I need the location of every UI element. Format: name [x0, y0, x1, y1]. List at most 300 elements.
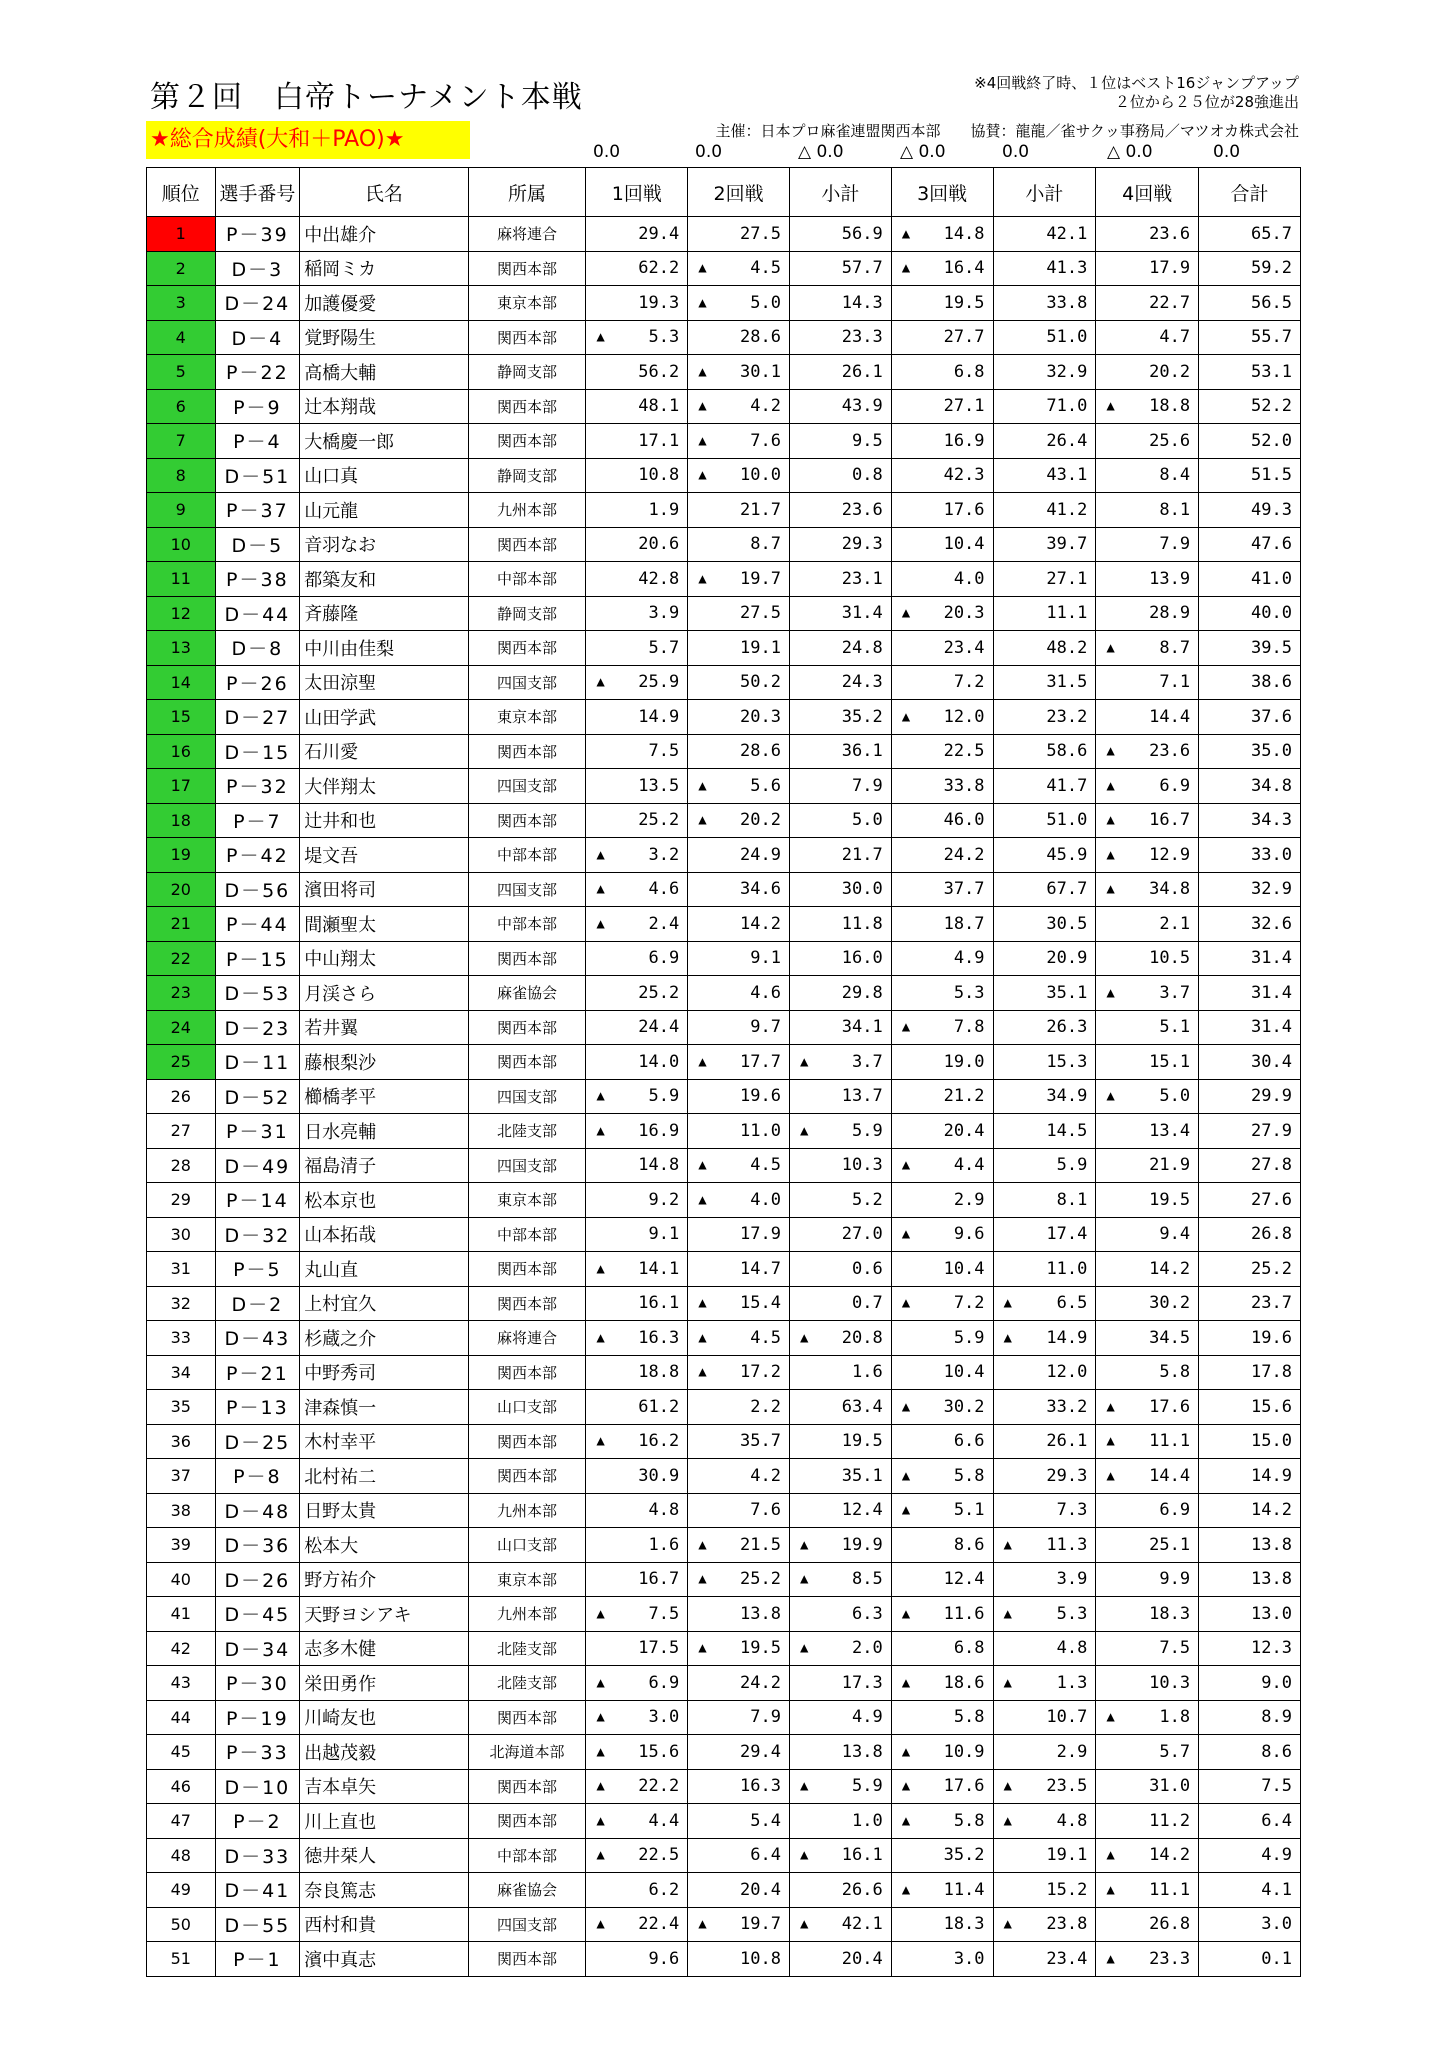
- total-cell: 35.0: [1199, 734, 1301, 769]
- table-row: [147, 596, 1301, 631]
- col-subtotal2: 小計: [993, 168, 1096, 217]
- round1-cell: 10.8: [586, 458, 688, 493]
- col-round1: 1回戦: [586, 168, 688, 217]
- negative-mark: ▲: [596, 881, 605, 898]
- affiliation-cell: 四国支部: [468, 1079, 586, 1114]
- subtotal1-cell: 16.0: [789, 941, 891, 976]
- subtotal2-cell: 26.4: [993, 424, 1096, 459]
- subtotal1-cell: 43.9: [789, 389, 891, 424]
- negative-mark: ▲: [799, 1640, 809, 1657]
- round2-cell: [688, 1321, 790, 1356]
- zero-value: △ 0.0: [798, 142, 844, 162]
- negative-mark: ▲: [698, 294, 707, 311]
- round3-cell: 27.1: [891, 389, 993, 424]
- cell-value: 11.4: [943, 1879, 985, 1900]
- cell-value: 4.6: [648, 879, 680, 900]
- round1-cell: 6.2: [586, 1873, 688, 1908]
- cell-value: 5.9: [648, 1086, 680, 1107]
- round2-cell: 20.4: [688, 1873, 790, 1908]
- affiliation-cell: 麻雀協会: [468, 976, 586, 1011]
- round1-cell: 3.9: [586, 596, 688, 631]
- affiliation-cell: 静岡支部: [468, 458, 586, 493]
- negative-mark: ▲: [901, 1778, 911, 1795]
- rank-cell: 1: [147, 217, 216, 252]
- player-name-cell: 山元龍: [300, 493, 468, 528]
- negative-mark: ▲: [901, 1812, 911, 1829]
- affiliation-cell: 関西本部: [468, 527, 586, 562]
- total-cell: 6.4: [1199, 1804, 1301, 1839]
- negative-mark: ▲: [799, 1053, 809, 1070]
- subtotal1-cell: 20.4: [789, 1942, 891, 1977]
- cell-value: 22.5: [638, 1845, 680, 1866]
- round1-cell: 13.5: [586, 769, 688, 804]
- rank-cell: 26: [147, 1079, 216, 1114]
- round4-cell: 28.9: [1096, 596, 1199, 631]
- player-name-cell: 濱中真志: [300, 1942, 468, 1977]
- cell-value: 30.2: [943, 1396, 985, 1417]
- rank-cell: 12: [147, 596, 216, 631]
- round1-cell: 16.1: [586, 1286, 688, 1321]
- player-id-cell: D－4: [215, 320, 300, 355]
- cell-value: 4.0: [750, 1189, 781, 1210]
- player-id-cell: D－3: [215, 251, 300, 286]
- negative-mark: ▲: [1106, 1709, 1115, 1726]
- subtotal2-cell: 67.7: [993, 872, 1096, 907]
- negative-mark: ▲: [1106, 1847, 1115, 1864]
- player-id-cell: P－42: [215, 838, 300, 873]
- affiliation-cell: 九州本部: [468, 1597, 586, 1632]
- round1-cell: 14.9: [586, 700, 688, 735]
- negative-mark: ▲: [1003, 1812, 1012, 1829]
- subtotal1-cell: [789, 1114, 891, 1149]
- round4-cell: 9.9: [1096, 1562, 1199, 1597]
- player-name-cell: 加護優愛: [300, 286, 468, 321]
- player-id-cell: P－2: [215, 1804, 300, 1839]
- cell-value: 4.5: [750, 1327, 781, 1348]
- col-round2: 2回戦: [688, 168, 790, 217]
- cell-value: 1.8: [1159, 1707, 1191, 1728]
- total-cell: 15.6: [1199, 1390, 1301, 1425]
- round4-cell: 9.4: [1096, 1217, 1199, 1252]
- cell-value: 7.6: [750, 430, 781, 451]
- round2-cell: [688, 251, 790, 286]
- round1-cell: 9.6: [586, 1942, 688, 1977]
- table-row: [147, 734, 1301, 769]
- round4-cell: 30.2: [1096, 1286, 1199, 1321]
- subtotal1-cell: 30.0: [789, 872, 891, 907]
- subtotal1-cell: 36.1: [789, 734, 891, 769]
- round1-cell: 24.4: [586, 1010, 688, 1045]
- subtotal2-cell: 7.3: [993, 1493, 1096, 1528]
- round1-cell: [586, 1666, 688, 1701]
- cell-value: 4.4: [953, 1155, 985, 1176]
- affiliation-cell: 関西本部: [468, 1769, 586, 1804]
- subtotal1-cell: [789, 1838, 891, 1873]
- affiliation-cell: 四国支部: [468, 1148, 586, 1183]
- round1-cell: [586, 665, 688, 700]
- round4-cell: 13.4: [1096, 1114, 1199, 1149]
- cell-value: 7.2: [953, 1293, 985, 1314]
- total-cell: 32.6: [1199, 907, 1301, 942]
- round2-cell: [688, 355, 790, 390]
- col-name: 氏名: [300, 168, 468, 217]
- round1-cell: [586, 1079, 688, 1114]
- subtotal1-cell: 23.1: [789, 562, 891, 597]
- table-row: [147, 320, 1301, 355]
- round2-cell: [688, 286, 790, 321]
- subtotal1-cell: [789, 1907, 891, 1942]
- subtotal2-cell: 11.1: [993, 596, 1096, 631]
- cell-value: 17.6: [943, 1776, 985, 1797]
- round4-cell: 34.5: [1096, 1321, 1199, 1356]
- table-row: [147, 1252, 1301, 1287]
- round4-cell: [1096, 631, 1199, 666]
- cell-value: 22.2: [638, 1776, 680, 1797]
- affiliation-cell: 東京本部: [468, 1183, 586, 1218]
- negative-mark: ▲: [1106, 1467, 1115, 1484]
- total-cell: 47.6: [1199, 527, 1301, 562]
- player-id-cell: D－53: [215, 976, 300, 1011]
- total-cell: 4.1: [1199, 1873, 1301, 1908]
- player-id-cell: D－26: [215, 1562, 300, 1597]
- table-row: [147, 907, 1301, 942]
- table-row: [147, 1562, 1301, 1597]
- negative-mark: ▲: [698, 398, 707, 415]
- player-name-cell: 川上直也: [300, 1804, 468, 1839]
- round1-cell: [586, 1838, 688, 1873]
- subtotal1-cell: [789, 1562, 891, 1597]
- cell-value: 20.8: [841, 1327, 883, 1348]
- round3-cell: 5.3: [891, 976, 993, 1011]
- cell-value: 5.1: [953, 1500, 985, 1521]
- subtotal2-cell: 41.3: [993, 251, 1096, 286]
- table-row: [147, 976, 1301, 1011]
- round3-cell: [891, 1459, 993, 1494]
- subtotal1-cell: 19.5: [789, 1424, 891, 1459]
- table-row: [147, 493, 1301, 528]
- round1-cell: [586, 872, 688, 907]
- player-id-cell: D－36: [215, 1528, 300, 1563]
- table-row: [147, 941, 1301, 976]
- round2-cell: [688, 1528, 790, 1563]
- player-name-cell: 大橋慶一郎: [300, 424, 468, 459]
- player-id-cell: P－39: [215, 217, 300, 252]
- subtotal2-cell: 26.3: [993, 1010, 1096, 1045]
- negative-mark: ▲: [1003, 1536, 1012, 1553]
- cell-value: 5.9: [852, 1776, 883, 1797]
- affiliation-cell: 東京本部: [468, 1562, 586, 1597]
- negative-mark: ▲: [1106, 1398, 1115, 1415]
- negative-mark: ▲: [596, 915, 605, 932]
- round3-cell: [891, 1804, 993, 1839]
- player-id-cell: D－56: [215, 872, 300, 907]
- cell-value: 2.0: [852, 1638, 883, 1659]
- subtotal1-cell: [789, 1631, 891, 1666]
- negative-mark: ▲: [596, 1088, 605, 1105]
- player-id-cell: D－24: [215, 286, 300, 321]
- round2-cell: [688, 1562, 790, 1597]
- table-row: [147, 1045, 1301, 1080]
- player-name-cell: 若井翼: [300, 1010, 468, 1045]
- table-row: [147, 631, 1301, 666]
- subtotal1-cell: 13.8: [789, 1735, 891, 1770]
- affiliation-cell: 関西本部: [468, 941, 586, 976]
- cell-value: 3.7: [852, 1051, 883, 1072]
- round2-cell: 50.2: [688, 665, 790, 700]
- player-name-cell: 出越茂毅: [300, 1735, 468, 1770]
- negative-mark: ▲: [698, 1640, 707, 1657]
- round1-cell: [586, 1700, 688, 1735]
- subtotal1-cell: 12.4: [789, 1493, 891, 1528]
- round1-cell: 9.2: [586, 1183, 688, 1218]
- affiliation-cell: 静岡支部: [468, 355, 586, 390]
- round4-cell: 7.9: [1096, 527, 1199, 562]
- round3-cell: [891, 596, 993, 631]
- round4-cell: 5.1: [1096, 1010, 1199, 1045]
- round2-cell: 17.9: [688, 1217, 790, 1252]
- cell-value: 23.6: [1149, 741, 1191, 762]
- negative-mark: ▲: [799, 1778, 809, 1795]
- player-name-cell: 稲岡ミカ: [300, 251, 468, 286]
- player-name-cell: 中野秀司: [300, 1355, 468, 1390]
- total-cell: 15.0: [1199, 1424, 1301, 1459]
- subtotal2-cell: 48.2: [993, 631, 1096, 666]
- player-name-cell: 丸山直: [300, 1252, 468, 1287]
- round2-cell: 6.4: [688, 1838, 790, 1873]
- round3-cell: 22.5: [891, 734, 993, 769]
- subtotal2-cell: 2.9: [993, 1735, 1096, 1770]
- rank-cell: 48: [147, 1838, 216, 1873]
- total-cell: 31.4: [1199, 941, 1301, 976]
- subtotal2-cell: 29.3: [993, 1459, 1096, 1494]
- affiliation-cell: 麻将連合: [468, 217, 586, 252]
- player-name-cell: 辻本翔哉: [300, 389, 468, 424]
- rank-cell: 8: [147, 458, 216, 493]
- round4-cell: [1096, 1424, 1199, 1459]
- total-cell: 56.5: [1199, 286, 1301, 321]
- player-id-cell: D－8: [215, 631, 300, 666]
- player-id-cell: P－15: [215, 941, 300, 976]
- cell-value: 19.7: [740, 568, 781, 589]
- subtotal1-cell: 11.8: [789, 907, 891, 942]
- negative-mark: ▲: [901, 1295, 911, 1312]
- round3-cell: 20.4: [891, 1114, 993, 1149]
- subtotal1-cell: 17.3: [789, 1666, 891, 1701]
- subtotal2-cell: [993, 1907, 1096, 1942]
- subtotal1-cell: 14.3: [789, 286, 891, 321]
- round4-cell: [1096, 872, 1199, 907]
- rank-cell: 9: [147, 493, 216, 528]
- cell-value: 16.9: [638, 1120, 680, 1141]
- total-cell: 40.0: [1199, 596, 1301, 631]
- round3-cell: 6.6: [891, 1424, 993, 1459]
- round4-cell: 6.9: [1096, 1493, 1199, 1528]
- table-row: [147, 1838, 1301, 1873]
- cell-value: 5.8: [953, 1810, 985, 1831]
- rank-cell: 43: [147, 1666, 216, 1701]
- player-id-cell: P－31: [215, 1114, 300, 1149]
- negative-mark: ▲: [901, 708, 911, 725]
- subtotal2-cell: [993, 1528, 1096, 1563]
- total-cell: 65.7: [1199, 217, 1301, 252]
- round2-cell: 16.3: [688, 1769, 790, 1804]
- round3-cell: [891, 1597, 993, 1632]
- subtotal1-cell: 5.2: [789, 1183, 891, 1218]
- cell-value: 3.0: [648, 1707, 680, 1728]
- subtotal2-cell: 31.5: [993, 665, 1096, 700]
- cell-value: 2.4: [648, 913, 680, 934]
- subtotal1-cell: 27.0: [789, 1217, 891, 1252]
- total-cell: 26.8: [1199, 1217, 1301, 1252]
- negative-mark: ▲: [596, 329, 605, 346]
- total-cell: 29.9: [1199, 1079, 1301, 1114]
- round4-cell: [1096, 734, 1199, 769]
- zero-value: 0.0: [1002, 142, 1030, 162]
- round2-cell: 9.7: [688, 1010, 790, 1045]
- round4-cell: [1096, 389, 1199, 424]
- subtotal2-cell: 26.1: [993, 1424, 1096, 1459]
- cell-value: 3.7: [1159, 982, 1191, 1003]
- zero-value: 0.0: [1213, 142, 1241, 162]
- subtotal2-cell: 10.7: [993, 1700, 1096, 1735]
- player-name-cell: 日野太貴: [300, 1493, 468, 1528]
- round1-cell: 14.0: [586, 1045, 688, 1080]
- subtotal2-cell: 33.2: [993, 1390, 1096, 1425]
- player-name-cell: 音羽なお: [300, 527, 468, 562]
- total-cell: 31.4: [1199, 1010, 1301, 1045]
- player-id-cell: P－8: [215, 1459, 300, 1494]
- table-row: [147, 458, 1301, 493]
- round3-cell: 16.9: [891, 424, 993, 459]
- rank-cell: 41: [147, 1597, 216, 1632]
- round4-cell: [1096, 1838, 1199, 1873]
- round4-cell: 13.9: [1096, 562, 1199, 597]
- total-cell: 4.9: [1199, 1838, 1301, 1873]
- negative-mark: ▲: [596, 1778, 605, 1795]
- player-name-cell: 栄田勇作: [300, 1666, 468, 1701]
- round3-cell: [891, 1217, 993, 1252]
- round4-cell: 25.6: [1096, 424, 1199, 459]
- player-name-cell: 山口真: [300, 458, 468, 493]
- rank-cell: 35: [147, 1390, 216, 1425]
- cell-value: 3.2: [648, 844, 680, 865]
- affiliation-cell: 四国支部: [468, 1907, 586, 1942]
- total-cell: 0.1: [1199, 1942, 1301, 1977]
- total-cell: 31.4: [1199, 976, 1301, 1011]
- affiliation-cell: 関西本部: [468, 1424, 586, 1459]
- subtotal1-cell: 24.8: [789, 631, 891, 666]
- round3-cell: [891, 251, 993, 286]
- cell-value: 6.9: [1159, 775, 1191, 796]
- subtotal2-cell: 23.2: [993, 700, 1096, 735]
- table-row: [147, 355, 1301, 390]
- affiliation-cell: 関西本部: [468, 1804, 586, 1839]
- round2-cell: 10.8: [688, 1942, 790, 1977]
- player-id-cell: D－45: [215, 1597, 300, 1632]
- subtotal2-cell: [993, 1666, 1096, 1701]
- affiliation-cell: 関西本部: [468, 1010, 586, 1045]
- col-round4: 4回戦: [1096, 168, 1199, 217]
- rank-cell: 27: [147, 1114, 216, 1149]
- subtotal1-cell: 26.1: [789, 355, 891, 390]
- table-row: [147, 1597, 1301, 1632]
- round3-cell: 2.9: [891, 1183, 993, 1218]
- negative-mark: ▲: [1106, 881, 1115, 898]
- negative-mark: ▲: [698, 1916, 707, 1933]
- rank-cell: 31: [147, 1252, 216, 1287]
- subtotal2-cell: 15.3: [993, 1045, 1096, 1080]
- round2-cell: 2.2: [688, 1390, 790, 1425]
- round2-cell: [688, 562, 790, 597]
- rank-cell: 30: [147, 1217, 216, 1252]
- affiliation-cell: 関西本部: [468, 803, 586, 838]
- negative-mark: ▲: [596, 1674, 605, 1691]
- affiliation-cell: 東京本部: [468, 700, 586, 735]
- total-cell: 17.8: [1199, 1355, 1301, 1390]
- round1-cell: 4.8: [586, 1493, 688, 1528]
- round1-cell: [586, 907, 688, 942]
- round4-cell: 14.4: [1096, 700, 1199, 735]
- table-row: [147, 803, 1301, 838]
- negative-mark: ▲: [799, 1329, 809, 1346]
- round3-cell: [891, 1493, 993, 1528]
- table-row: [147, 1666, 1301, 1701]
- subtotal2-cell: [993, 1597, 1096, 1632]
- player-id-cell: P－19: [215, 1700, 300, 1735]
- player-id-cell: P－13: [215, 1390, 300, 1425]
- cell-value: 17.2: [740, 1362, 781, 1383]
- round3-cell: 10.4: [891, 1355, 993, 1390]
- player-name-cell: 吉本卓矢: [300, 1769, 468, 1804]
- player-name-cell: 中山翔太: [300, 941, 468, 976]
- rank-cell: 14: [147, 665, 216, 700]
- round1-cell: 14.8: [586, 1148, 688, 1183]
- table-row: [147, 1217, 1301, 1252]
- cell-value: 9.6: [953, 1224, 985, 1245]
- total-cell: 13.8: [1199, 1528, 1301, 1563]
- negative-mark: ▲: [901, 1019, 911, 1036]
- round3-cell: 5.8: [891, 1700, 993, 1735]
- subtotal2-cell: 35.1: [993, 976, 1096, 1011]
- player-name-cell: 松本大: [300, 1528, 468, 1563]
- round4-cell: 5.7: [1096, 1735, 1199, 1770]
- round2-cell: 7.6: [688, 1493, 790, 1528]
- page-title: 第２回 白帝トーナメント本戦: [150, 80, 583, 115]
- table-row: [147, 286, 1301, 321]
- subtotal1-cell: 57.7: [789, 251, 891, 286]
- round2-cell: 19.6: [688, 1079, 790, 1114]
- cell-value: 1.3: [1056, 1672, 1088, 1693]
- affiliation-cell: 北陸支部: [468, 1631, 586, 1666]
- round1-cell: 17.5: [586, 1631, 688, 1666]
- header-row: [147, 168, 1301, 217]
- player-id-cell: P－33: [215, 1735, 300, 1770]
- round2-cell: 28.6: [688, 734, 790, 769]
- cell-value: 22.4: [638, 1914, 680, 1935]
- table-row: [147, 389, 1301, 424]
- round2-cell: [688, 803, 790, 838]
- round2-cell: 24.9: [688, 838, 790, 873]
- subtotal1-cell: 34.1: [789, 1010, 891, 1045]
- subtotal1-cell: 6.3: [789, 1597, 891, 1632]
- affiliation-cell: 山口支部: [468, 1528, 586, 1563]
- player-id-cell: D－23: [215, 1010, 300, 1045]
- round3-cell: [891, 1666, 993, 1701]
- negative-mark: ▲: [1106, 777, 1115, 794]
- total-cell: 27.9: [1199, 1114, 1301, 1149]
- round2-cell: [688, 1631, 790, 1666]
- round4-cell: 5.8: [1096, 1355, 1199, 1390]
